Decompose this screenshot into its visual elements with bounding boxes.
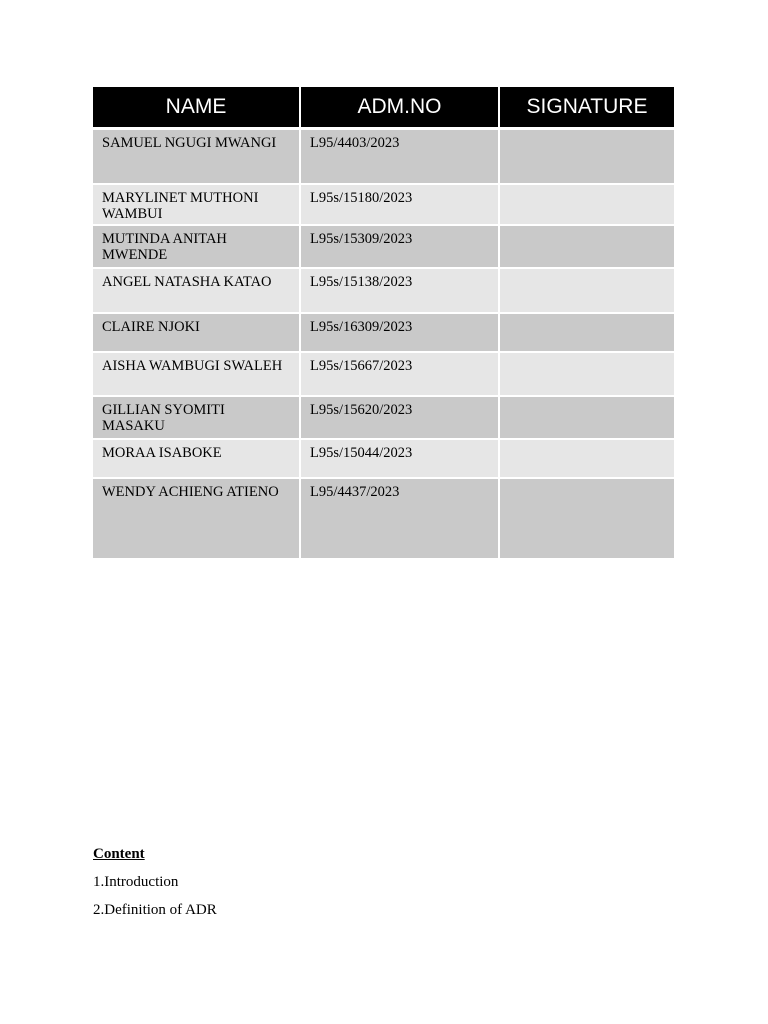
signature-cell: [499, 225, 674, 268]
header-name: NAME: [93, 87, 300, 129]
contents-item: 2.Definition of ADR: [93, 902, 217, 918]
adm-number: L95s/15138/2023: [300, 268, 499, 313]
signature-cell: [499, 268, 674, 313]
table-row: [93, 478, 674, 559]
table-row: [93, 268, 674, 313]
student-name: ANGEL NATASHA KATAO: [93, 268, 300, 313]
adm-number: L95s/15667/2023: [300, 352, 499, 396]
student-name: WENDY ACHIENG ATIENO: [93, 478, 300, 559]
table-row: [93, 184, 674, 225]
table-row: [93, 129, 674, 184]
signature-cell: [499, 439, 674, 478]
table-header-row: [93, 87, 674, 129]
table-row: [93, 352, 674, 396]
contents-item: 1.Introduction: [93, 874, 179, 890]
adm-number: L95s/15309/2023: [300, 225, 499, 268]
contents-heading: Content: [93, 846, 145, 862]
signature-cell: [499, 129, 674, 184]
signature-cell: [499, 184, 674, 225]
student-name: GILLIAN SYOMITI MASAKU: [93, 396, 300, 439]
student-name: MARYLINET MUTHONI WAMBUI: [93, 184, 300, 225]
contents-section: [93, 846, 217, 930]
student-name: MUTINDA ANITAH MWENDE: [93, 225, 300, 268]
header-adm-no: ADM.NO: [300, 87, 499, 129]
table-row: [93, 396, 674, 439]
signature-cell: [499, 478, 674, 559]
adm-number: L95s/15620/2023: [300, 396, 499, 439]
table-row: [93, 313, 674, 352]
student-roster-table: [93, 87, 674, 560]
student-name: AISHA WAMBUGI SWALEH: [93, 352, 300, 396]
adm-number: L95s/16309/2023: [300, 313, 499, 352]
adm-number: L95s/15044/2023: [300, 439, 499, 478]
signature-cell: [499, 396, 674, 439]
table-row: [93, 439, 674, 478]
student-name: MORAA ISABOKE: [93, 439, 300, 478]
signature-cell: [499, 352, 674, 396]
student-name: CLAIRE NJOKI: [93, 313, 300, 352]
adm-number: L95s/15180/2023: [300, 184, 499, 225]
adm-number: L95/4403/2023: [300, 129, 499, 184]
header-signature: SIGNATURE: [499, 87, 674, 129]
signature-cell: [499, 313, 674, 352]
adm-number: L95/4437/2023: [300, 478, 499, 559]
table-row: [93, 225, 674, 268]
student-name: SAMUEL NGUGI MWANGI: [93, 129, 300, 184]
